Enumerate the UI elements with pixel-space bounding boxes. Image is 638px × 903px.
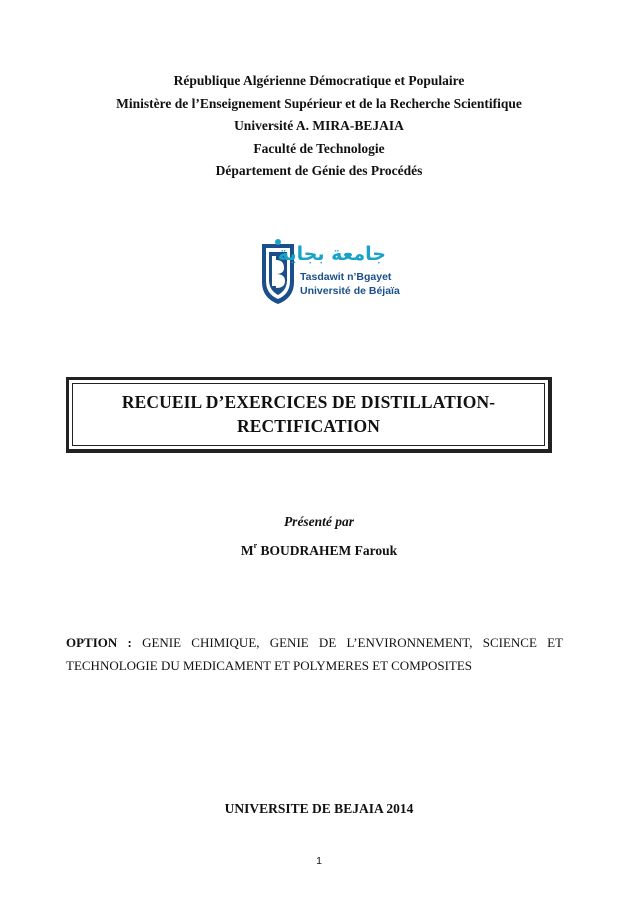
header-faculty: Faculté de Technologie	[253, 140, 385, 156]
option-text: GENIE CHIMIQUE, GENIE DE L’ENVIRONNEMENT, SCIENCE ET TECHNOLOGIE DU MEDICAMENT ET POLYMERES ET COMPOSITES	[66, 635, 563, 673]
header-ministry: Ministère de l’Enseignement Supérieur et de la Recherche Scientifique	[116, 95, 522, 111]
presented-by-label	[0, 514, 638, 530]
university-year: UNIVERSITE DE BEJAIA 2014	[224, 801, 414, 816]
page-number: 1	[316, 855, 322, 867]
logo-text-line1: Tasdawit n’Bgayet	[300, 271, 392, 283]
institution-header	[0, 70, 638, 183]
presented-label: Présenté par	[283, 514, 355, 529]
header-department: Département de Génie des Procédés	[215, 163, 423, 179]
author-sup: r	[253, 541, 258, 550]
option-paragraph	[66, 632, 563, 677]
document-title	[69, 390, 548, 438]
document-title-box	[66, 377, 552, 453]
author-prefix: M	[240, 543, 254, 558]
title-line1: RECUEIL D’EXERCICES DE DISTILLATION-	[121, 392, 496, 412]
header-republic: République Algérienne Démocratique et Populaire	[173, 73, 465, 88]
title-line2: RECTIFICATION	[237, 416, 380, 436]
header-university: Université A. MIRA-BEJAIA	[234, 118, 404, 134]
author-surname: BOUDRAHEM Farouk	[257, 543, 398, 558]
university-logo	[258, 238, 400, 306]
logo-text-line2: Université de Béjaïa	[300, 285, 400, 297]
logo-arabic-text: جامعة بجاية	[277, 243, 386, 265]
author-name	[0, 543, 638, 559]
option-label: OPTION :	[66, 635, 132, 650]
